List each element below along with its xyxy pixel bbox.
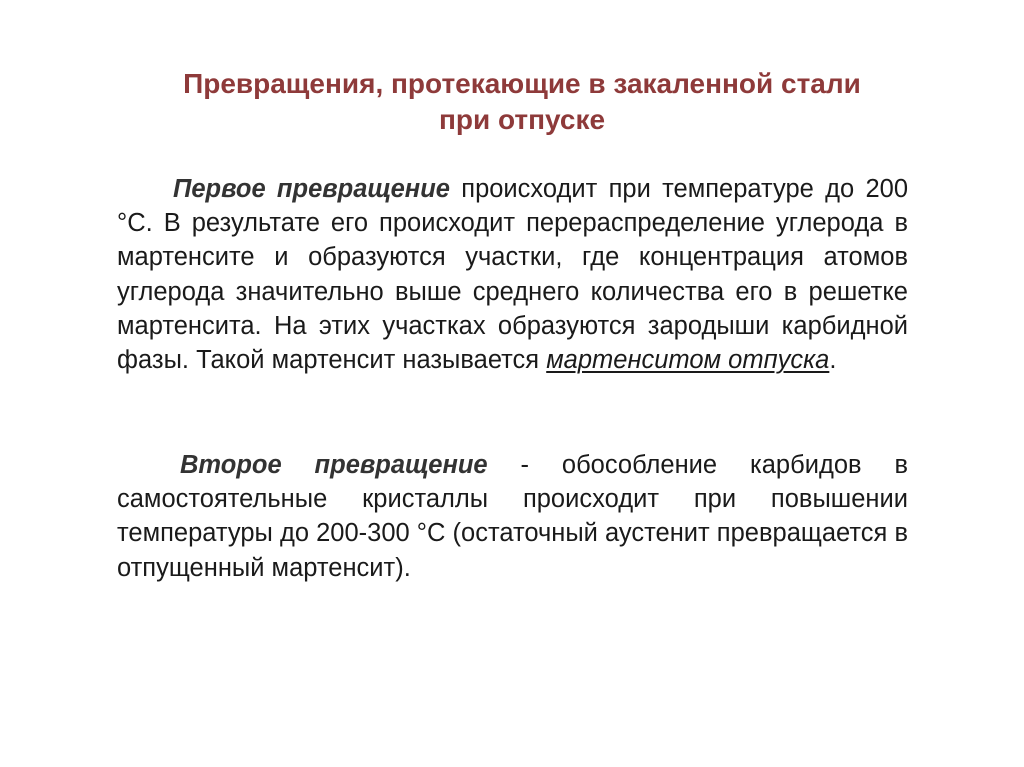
paragraph-first-transformation — [117, 172, 908, 377]
term-tempered-martensite: мартенситом отпуска — [546, 346, 830, 375]
paragraph-1-end: . — [829, 346, 837, 375]
paragraph-1-text: происходит при температуре до 200 °С. В результате его происходит перераспределение углерода в мартенсите и образуются участки, где концентрация атомов углерода значительно выше среднего количества его в решетке мартенсита. На этих участках образуются зародыши карбидной фазы. Такой мартенсит называется — [117, 175, 908, 375]
term-first-transformation: Первое превращение — [173, 175, 450, 203]
slide-title — [80, 66, 964, 138]
paragraph-2-text: - обособление карбидов в самостоятельные кристаллы происходит при повышении температуры до 200-300 °С (остаточный аустенит превращается в отпущенный мартенсит). — [117, 451, 908, 582]
title-line-2: при отпуске — [438, 104, 606, 135]
title-line-1: Превращения, протекающие в закаленной стали — [183, 68, 861, 99]
term-second-transformation: Второе превращение — [180, 451, 488, 479]
paragraph-second-transformation — [117, 448, 908, 585]
